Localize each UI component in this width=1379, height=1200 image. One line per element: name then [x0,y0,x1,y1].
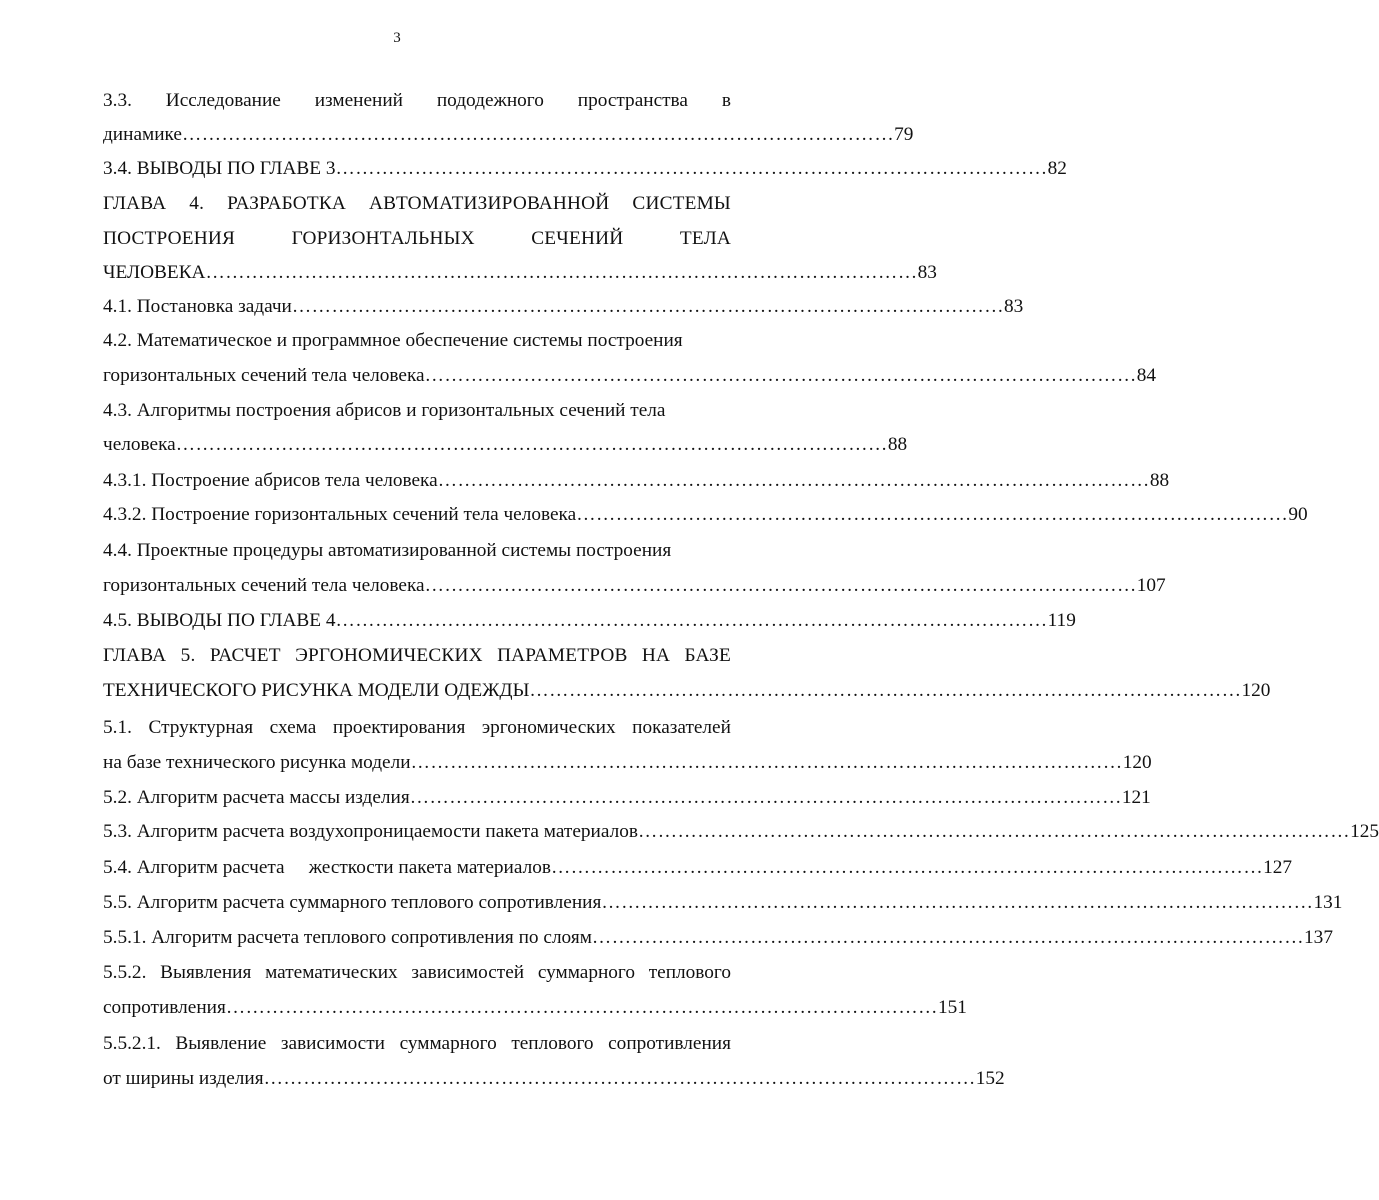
toc-entry-4-2-line1: 4.2. Математическое и программное обеспечение системы построения [103,330,683,351]
toc-entry-4-4[interactable]: горизонтальных сечений тела человека ……………………………………………………………………………………………… 107 [103,575,1166,596]
toc-entry-5-4[interactable]: 5.4. Алгоритм расчета жесткости пакета материалов ……………………………………………………………………………………………… 127 [103,857,1293,878]
toc-entry-5-1-line1: 5.1. Структурная схема проектирования эргономических показателей [103,717,731,738]
toc-entry-5-5-2-1[interactable]: от ширины изделия ……………………………………………………………………………………………… 152 [103,1068,1005,1089]
toc-entry-5-3[interactable]: 5.3. Алгоритм расчета воздухопроницаемости пакета материалов ……………………………………………………………………………………………… 125 [103,821,1379,842]
toc-entry-4-1[interactable]: 4.1. Постановка задачи ……………………………………………………………………………………………… 83 [103,296,1024,317]
toc-entry-4-5[interactable]: 4.5. ВЫВОДЫ ПО ГЛАВЕ 4 ……………………………………………………………………………………………… 119 [103,610,1076,631]
toc-entry-4-3-line1: 4.3. Алгоритмы построения абрисов и горизонтальных сечений тела [103,400,666,421]
toc-entry-5-5-1[interactable]: 5.5.1. Алгоритм расчета теплового сопротивления по слоям ……………………………………………………………………………………………… 137 [103,927,1333,948]
toc-chapter-5[interactable]: ТЕХНИЧЕСКОГО РИСУНКА МОДЕЛИ ОДЕЖДЫ ……………………………………………………………………………………………… 120 [103,680,1271,701]
toc-entry-4-3-2[interactable]: 4.3.2. Построение горизонтальных сечений тела человека ……………………………………………………………………………………………… 90 [103,504,1308,525]
toc-chapter-4-line2: ПОСТРОЕНИЯ ГОРИЗОНТАЛЬНЫХ СЕЧЕНИЙ ТЕЛА [103,228,731,249]
toc-entry-5-5[interactable]: 5.5. Алгоритм расчета суммарного теплового сопротивления ……………………………………………………………………………………………… 131 [103,892,1343,913]
toc-entry-4-3[interactable]: человека ……………………………………………………………………………………………… 88 [103,434,908,455]
toc-entry-3-4[interactable]: 3.4. ВЫВОДЫ ПО ГЛАВЕ 3 ……………………………………………………………………………………………… 82 [103,158,1067,179]
toc-entry-4-2[interactable]: горизонтальных сечений тела человека ……………………………………………………………………………………………… 84 [103,365,1157,386]
toc-entry-5-5-2[interactable]: сопротивления ……………………………………………………………………………………………… 151 [103,997,967,1018]
toc-entry-5-2[interactable]: 5.2. Алгоритм расчета массы изделия ……………………………………………………………………………………………… 121 [103,787,1151,808]
toc-entry-3-3[interactable]: динамике ……………………………………………………………………………………………… 79 [103,124,914,145]
toc-chapter-4[interactable]: ЧЕЛОВЕКА ……………………………………………………………………………………………… 83 [103,262,937,283]
page-number: 3 [393,30,401,46]
toc-entry-5-5-2-line1: 5.5.2. Выявления математических зависимостей суммарного теплового [103,962,731,983]
toc-entry-4-4-line1: 4.4. Проектные процедуры автоматизированной системы построения [103,540,672,561]
toc-chapter-5-line1: ГЛАВА 5. РАСЧЕТ ЭРГОНОМИЧЕСКИХ ПАРАМЕТРОВ НА БАЗЕ [103,645,731,666]
toc-entry-5-5-2-1-line1: 5.5.2.1. Выявление зависимости суммарного теплового сопротивления [103,1033,731,1054]
toc-entry-3-3-line1: 3.3. Исследование изменений пододежного пространства в [103,90,731,111]
toc-entry-4-3-1[interactable]: 4.3.1. Построение абрисов тела человека ……………………………………………………………………………………………… 88 [103,470,1170,491]
toc-chapter-4-line1: ГЛАВА 4. РАЗРАБОТКА АВТОМАТИЗИРОВАННОЙ СИСТЕМЫ [103,193,731,214]
toc-entry-5-1[interactable]: на базе технического рисунка модели ……………………………………………………………………………………………… 120 [103,752,1152,773]
